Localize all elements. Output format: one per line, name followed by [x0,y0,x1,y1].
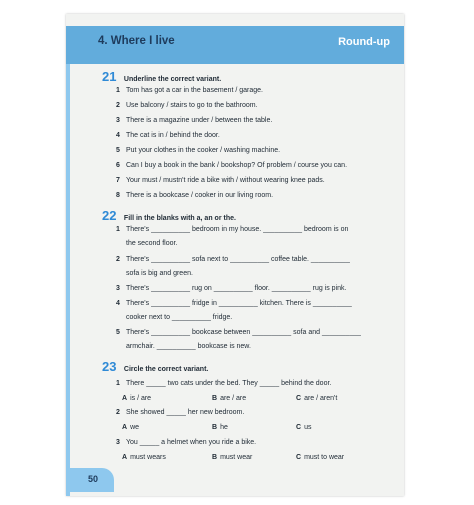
option-a[interactable] [122,454,166,461]
exercise-item [116,409,244,416]
item-number: 4 [116,132,120,139]
item-number: 1 [116,226,120,233]
exercise-item [116,132,220,139]
option-text: we [130,424,140,431]
exercise-item [116,87,263,94]
option-a[interactable] [122,395,151,402]
item-number: 5 [116,147,120,154]
item-text: Can I buy a book in the bank / bookshop? Of problem / course you can. [126,162,348,169]
exercise-instruction: Fill in the blanks with a, an or the. [123,215,236,222]
option-letter: A [122,454,128,461]
exercise-item [116,439,256,446]
item-text: There's __________ sofa next to __________ coffee table. __________ [126,256,350,263]
option-c[interactable] [296,454,344,461]
item-continuation: armchair. __________ bookcase is new. [126,343,251,350]
item-text: There _____ two cats under the bed. They _____ behind the door. [126,380,332,387]
exercise-item [116,117,272,124]
exercise-instruction: Underline the correct variant. [123,76,222,83]
item-text: She showed _____ her new bedroom. [126,409,245,416]
item-continuation: the second floor. [126,240,178,247]
item-number: 7 [116,177,120,184]
option-text: is / are [130,395,152,402]
item-number: 2 [116,102,120,109]
item-number: 8 [116,192,120,199]
item-text: There's __________ rug on __________ floor. __________ rug is pink. [126,285,347,292]
item-number: 3 [116,285,120,292]
option-letter: B [212,454,218,461]
item-text: There's __________ bedroom in my house. __________ bedroom is on [126,226,349,233]
option-text: are / aren't [304,395,338,402]
item-text: Tom has got a car in the basement / garage. [126,87,263,94]
item-continuation: cooker next to __________ fridge. [126,314,233,321]
item-number: 3 [116,117,120,124]
option-c[interactable] [296,395,337,402]
option-text: must wears [130,454,166,461]
header-band [66,26,404,64]
item-number: 4 [116,300,120,307]
unit-title: 4. Where I live [98,35,175,47]
exercise-item [116,329,361,336]
option-text: must wear [220,454,253,461]
option-a[interactable] [122,424,139,431]
item-text: Use balcony / stairs to go to the bathroom. [126,102,258,109]
item-number: 6 [116,162,120,169]
exercise-item [116,380,331,387]
option-text: must to wear [304,454,345,461]
exercise-number: 23 [102,359,117,374]
option-letter: A [122,424,128,431]
option-letter: B [212,395,218,402]
item-number: 2 [116,409,120,416]
option-letter: B [212,424,218,431]
roundup-label: Round-up [338,36,390,48]
option-text: are / are [220,395,247,402]
item-number: 1 [116,87,120,94]
exercise-22-heading [102,207,236,225]
exercise-item [116,192,273,199]
exercise-item [116,162,347,169]
exercise-number: 21 [102,69,117,84]
option-letter: C [296,454,302,461]
option-b[interactable] [212,395,246,402]
item-text: You _____ a helmet when you ride a bike. [126,439,257,446]
item-number: 5 [116,329,120,336]
exercise-item [116,102,258,109]
exercise-21-heading [102,68,221,86]
workbook-page [66,14,404,496]
option-text: us [304,424,312,431]
item-number: 3 [116,439,120,446]
item-text: There's __________ fridge in __________ kitchen. There is __________ [126,300,352,307]
exercise-item [116,300,352,307]
option-c[interactable] [296,424,311,431]
page-number: 50 [88,474,99,484]
item-text: Put your clothes in the cooker / washing machine. [126,147,281,154]
option-letter: C [296,395,302,402]
option-b[interactable] [212,454,252,461]
item-text: There is a bookcase / cooker in our living room. [126,192,274,199]
item-number: 2 [116,256,120,263]
exercise-number: 22 [102,208,117,223]
exercise-item [116,285,346,292]
option-letter: A [122,395,128,402]
page-edge-stripe [66,64,70,496]
exercise-item [116,226,348,233]
option-text: he [220,424,228,431]
exercise-23-heading [102,358,208,376]
exercise-item [116,177,325,184]
item-number: 1 [116,380,120,387]
option-letter: C [296,424,302,431]
exercise-item [116,147,280,154]
item-text: There's __________ bookcase between __________ sofa and __________ [126,329,361,336]
item-continuation: sofa is big and green. [126,270,193,277]
item-text: Your must / mustn't ride a bike with / without wearing knee pads. [126,177,325,184]
page-number-tab [66,468,114,492]
item-text: There is a magazine under / between the table. [126,117,273,124]
option-b[interactable] [212,424,228,431]
exercise-instruction: Circle the correct variant. [123,366,209,373]
exercise-item [116,256,350,263]
item-text: The cat is in / behind the door. [126,132,220,139]
